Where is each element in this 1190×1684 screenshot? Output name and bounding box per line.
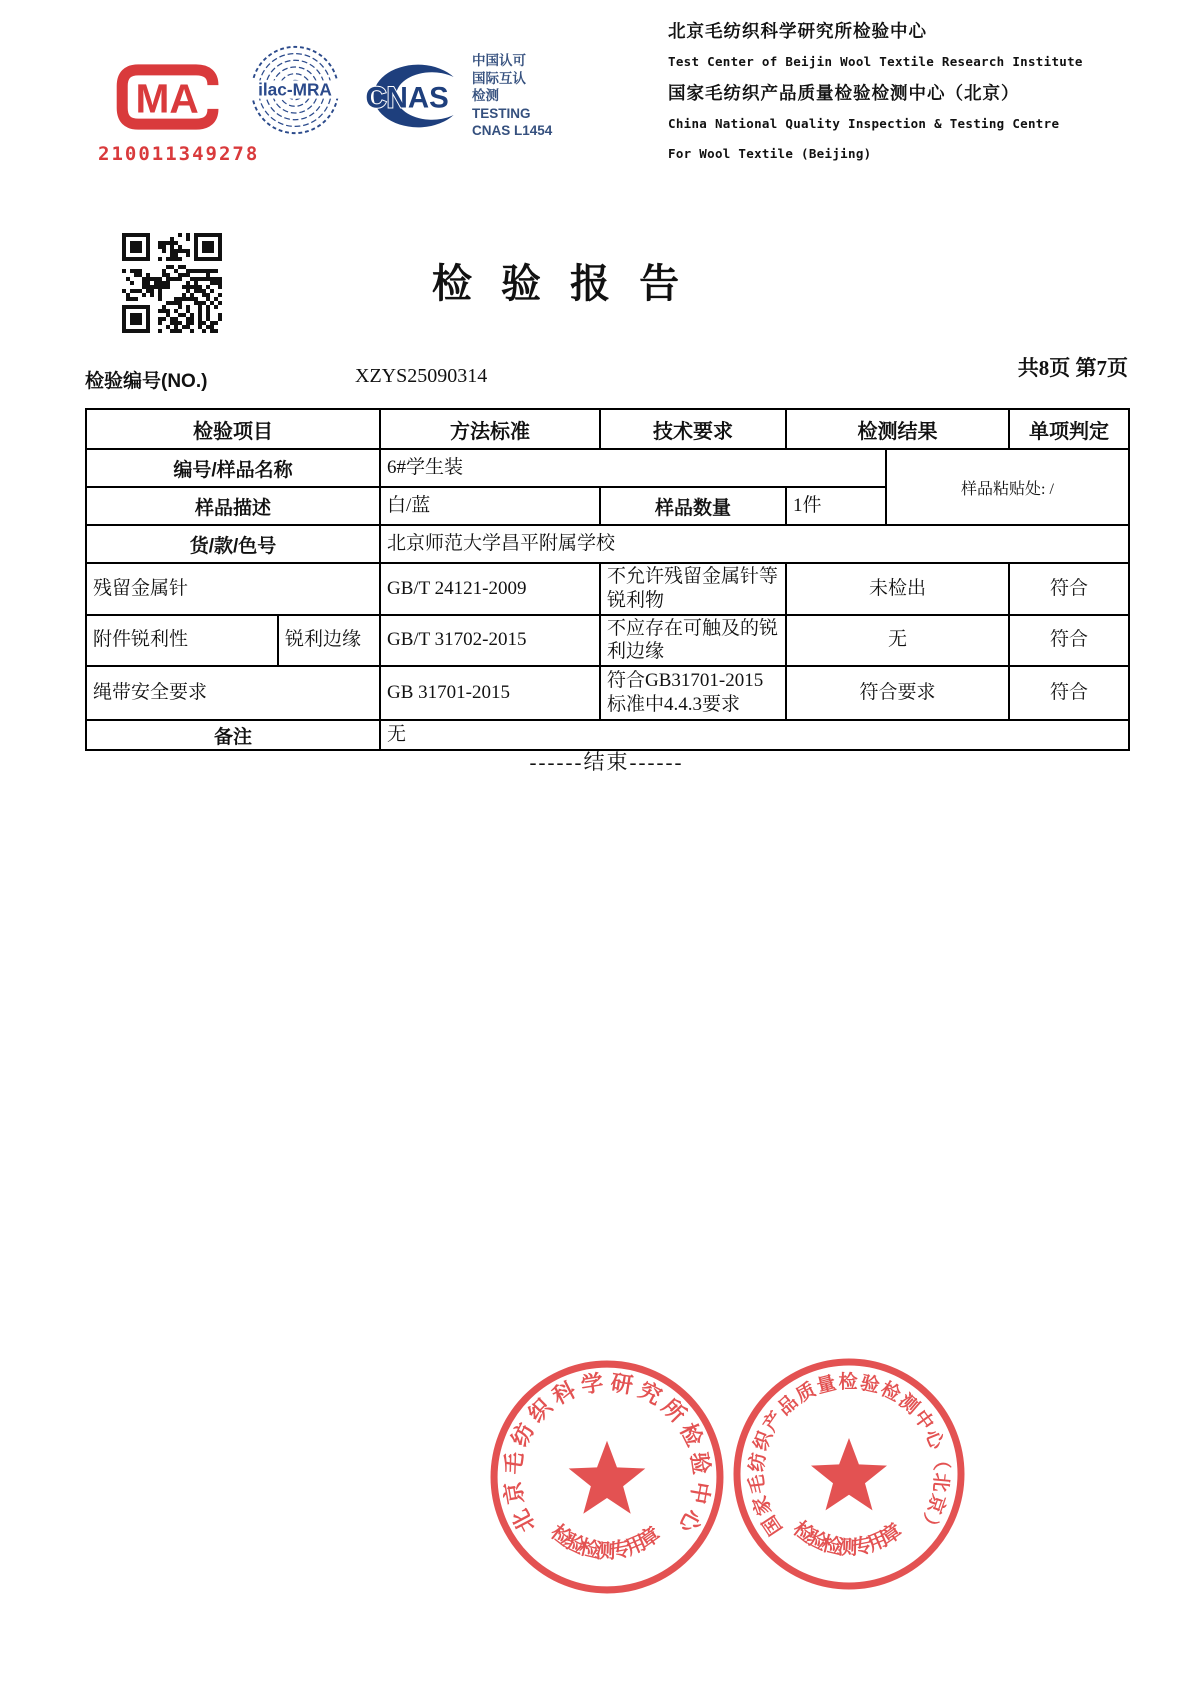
- sample-id-value: 6#学生装: [380, 449, 886, 487]
- test-item: 残留金属针: [86, 563, 380, 615]
- test-method: GB/T 24121-2009: [380, 563, 600, 615]
- org-name2-en-cont: For Wool Textile (Beijing): [668, 146, 872, 161]
- org-name-en: Test Center of Beijin Wool Textile Research Institute: [668, 54, 1083, 69]
- table-row: [86, 666, 1129, 720]
- star-icon: [811, 1438, 887, 1510]
- report-title: 检 验 报 告: [431, 262, 689, 306]
- col-header-result: 检测结果: [786, 409, 1009, 449]
- test-result: 符合要求: [786, 666, 1009, 720]
- col-header-judgment: 单项判定: [1009, 409, 1129, 449]
- stamp-ring-text: 国家毛纺织产品质量检验检测中心（北京）: [746, 1371, 952, 1539]
- org-name2-cn: 国家毛纺织产品质量检验检测中心（北京）: [668, 83, 1020, 103]
- remark-value: 无: [380, 720, 1129, 750]
- sample-desc-value: 白/蓝: [380, 487, 600, 525]
- org-name-cn: 北京毛纺织科学研究所检验中心: [668, 21, 927, 41]
- cnas-icon: [353, 56, 465, 141]
- col-header-item: 检验项目: [86, 409, 380, 449]
- org-name2-en: China National Quality Inspection & Testing Centre: [668, 116, 1060, 131]
- end-marker: ------结束------: [529, 750, 684, 774]
- test-requirement: 不应存在可触及的锐利边缘: [600, 615, 786, 667]
- table-row: [86, 563, 1129, 615]
- report-no-label: 检验编号(NO.): [85, 371, 208, 392]
- test-item: 绳带安全要求: [86, 666, 380, 720]
- cma-logo: [98, 58, 260, 165]
- test-method: GB/T 31702-2015: [380, 615, 600, 667]
- cma-certificate-number: 210011349278: [98, 143, 260, 165]
- ilac-mra-icon: [249, 44, 341, 141]
- cnas-caption-line: TESTING: [472, 105, 531, 121]
- cma-mark-icon: [100, 58, 236, 136]
- stamp-right: [731, 1356, 967, 1597]
- batch-value: 北京师范大学昌平附属学校: [380, 525, 1129, 563]
- organisation-header: [668, 22, 1138, 176]
- sample-id-label: 编号/样品名称: [86, 449, 380, 487]
- test-item: 附件锐利性: [86, 615, 278, 667]
- cnas-caption-line: 检测: [472, 88, 499, 103]
- report-no-value: XZYS25090314: [355, 365, 488, 387]
- table-row: [86, 615, 1129, 667]
- results-table: [85, 408, 1130, 751]
- stamp-left: [488, 1358, 726, 1601]
- cnas-caption-line: CNAS L1454: [472, 123, 553, 138]
- stamp-bottom-text: 检验检测专用章: [788, 1517, 907, 1560]
- test-requirement: 不允许残留金属针等锐利物: [600, 563, 786, 615]
- test-judgment: 符合: [1009, 615, 1129, 667]
- test-result: 未检出: [786, 563, 1009, 615]
- svg-text:ilac-MRA: ilac-MRA: [258, 79, 332, 100]
- batch-label: 货/款/色号: [86, 525, 380, 563]
- star-icon: [569, 1441, 646, 1514]
- cnas-caption-line: 国际互认: [472, 70, 526, 86]
- sample-desc-label: 样品描述: [86, 487, 380, 525]
- col-header-method: 方法标准: [380, 409, 600, 449]
- test-requirement: 符合GB31701-2015标准中4.4.3要求: [600, 666, 786, 720]
- col-header-requirement: 技术要求: [600, 409, 786, 449]
- remark-label: 备注: [86, 720, 380, 750]
- test-method: GB 31701-2015: [380, 666, 600, 720]
- svg-text:CNAS: CNAS: [365, 81, 449, 115]
- cnas-caption-line: 中国认可: [472, 53, 526, 68]
- test-subitem: 锐利边缘: [278, 615, 380, 667]
- test-result: 无: [786, 615, 1009, 667]
- test-judgment: 符合: [1009, 563, 1129, 615]
- stamp-bottom-text: 检验检测专用章: [546, 1521, 665, 1564]
- svg-text:检验检测专用章: [789, 1516, 906, 1559]
- sample-qty-label: 样品数量: [600, 487, 786, 525]
- cnas-caption: [472, 52, 552, 140]
- sample-paste-cell: 样品粘贴处: /: [886, 449, 1129, 525]
- svg-text:MA: MA: [135, 75, 199, 122]
- test-judgment: 符合: [1009, 666, 1129, 720]
- stamp-ring-text: 北京毛纺织科学研究所检验中心: [499, 1369, 715, 1537]
- sample-qty-value: 1件: [786, 487, 886, 525]
- page-indicator: 共8页 第7页: [1017, 356, 1128, 380]
- svg-text:检验检测专用章: [546, 1520, 664, 1564]
